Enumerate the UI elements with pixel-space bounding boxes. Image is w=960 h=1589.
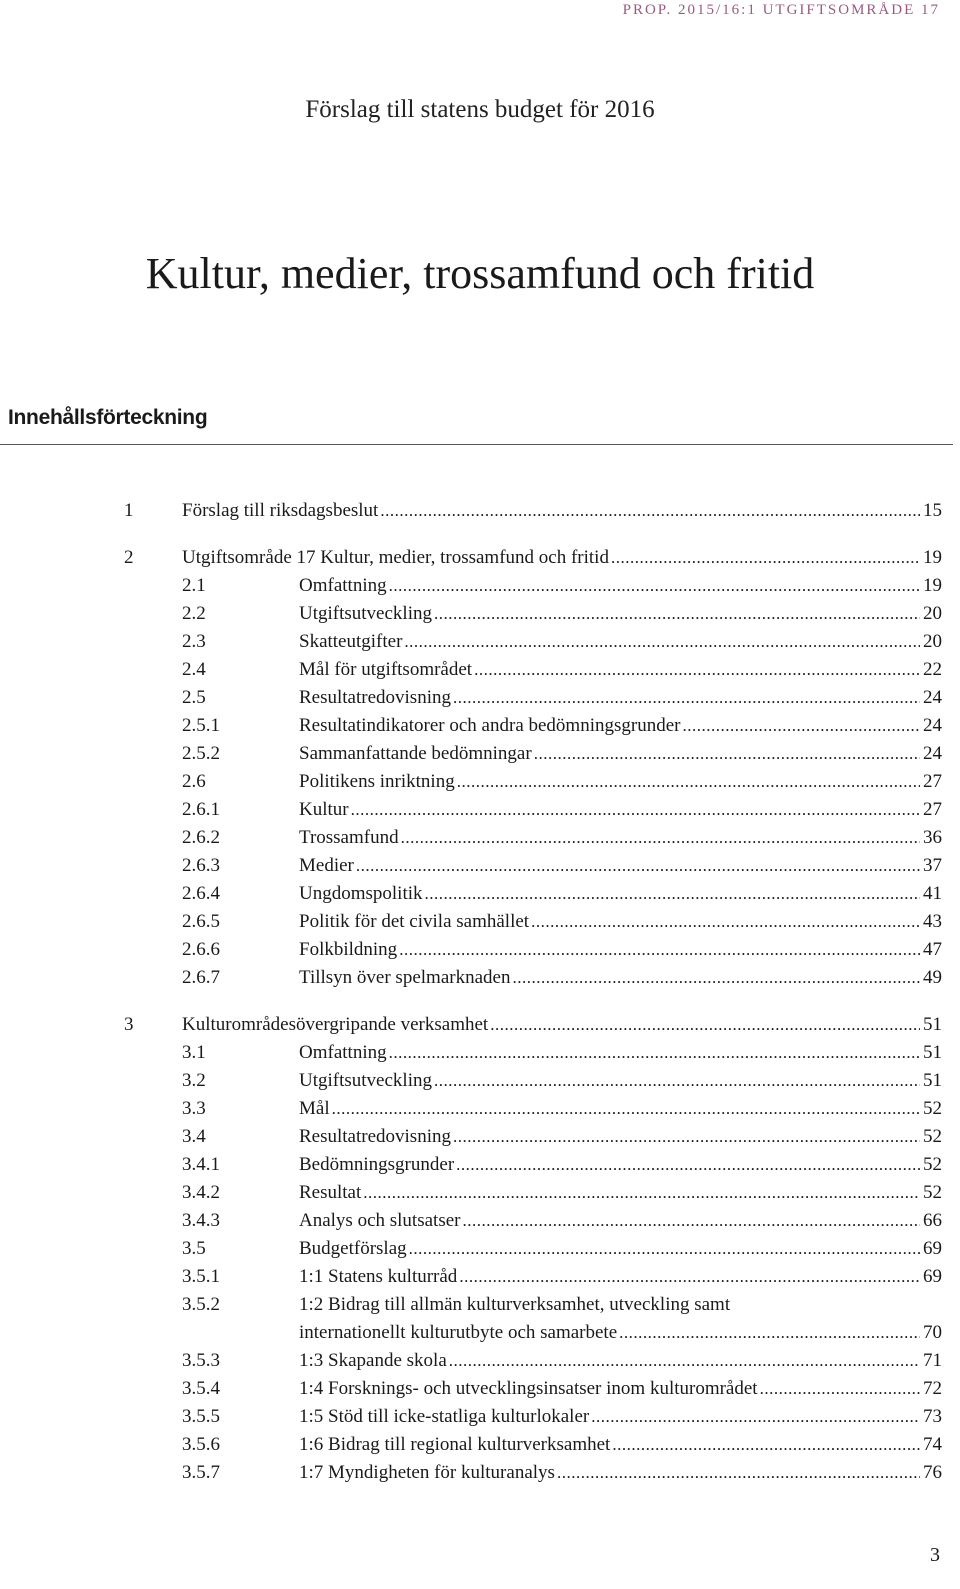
toc-entry-label: Resultatredovisning	[299, 687, 451, 708]
toc-entry-number: 3.3	[182, 1098, 206, 1119]
toc-entry-page: 20	[923, 603, 942, 624]
toc-entry-page: 15	[923, 500, 942, 521]
dot-leader	[619, 1319, 920, 1347]
dot-leader	[760, 1375, 920, 1403]
toc-entry-page: 41	[923, 883, 942, 904]
dot-leader	[474, 656, 920, 684]
toc-entry-page: 27	[923, 771, 942, 792]
toc-entry-label: Resultatredovisning	[299, 1126, 451, 1147]
toc-entry-label: Kultur	[299, 799, 349, 820]
toc-entry[interactable]	[0, 1123, 960, 1151]
toc-entry[interactable]	[0, 712, 960, 740]
toc-entry-number: 2.1	[182, 575, 206, 596]
toc-entry-page: 76	[923, 1462, 942, 1483]
toc-entry-number: 3.5.4	[182, 1378, 220, 1399]
dot-leader	[490, 1011, 920, 1039]
toc-entry-page: 43	[923, 911, 942, 932]
toc-entry-page: 66	[923, 1210, 942, 1231]
dot-leader	[453, 684, 920, 712]
toc-entry[interactable]	[0, 880, 960, 908]
toc-entry-number: 2.5.2	[182, 743, 220, 764]
toc-entry-number: 3.5.7	[182, 1462, 220, 1483]
toc-entry[interactable]	[0, 1291, 960, 1319]
toc-entry-page: 24	[923, 687, 942, 708]
dot-leader	[449, 1347, 920, 1375]
dot-leader	[557, 1459, 920, 1487]
toc-entry-number: 2.6.4	[182, 883, 220, 904]
toc-entry[interactable]	[0, 1375, 960, 1403]
dot-leader	[380, 497, 920, 525]
toc-entry-label: 1:7 Myndigheten för kulturanalys	[299, 1462, 555, 1483]
toc-entry-label: Folkbildning	[299, 939, 398, 960]
toc-entry-page: 49	[923, 967, 942, 988]
dot-leader	[363, 1179, 920, 1207]
toc-entry-number: 3.5.1	[182, 1266, 220, 1287]
toc-entry-page: 20	[923, 631, 942, 652]
toc-entry-page: 52	[923, 1098, 942, 1119]
toc-entry-page: 47	[923, 939, 942, 960]
toc-entry-number: 2.6.1	[182, 799, 220, 820]
toc-entry-label: Bedömningsgrunder	[299, 1154, 455, 1175]
toc-entry-label: Tillsyn över spelmarknaden	[299, 967, 511, 988]
toc-entry[interactable]	[0, 1431, 960, 1459]
toc-entry-label-line2: internationellt kulturutbyte och samarbete	[299, 1322, 618, 1343]
toc-entry-number: 2.5.1	[182, 715, 220, 736]
toc-entry[interactable]	[0, 852, 960, 880]
toc-entry-page: 52	[923, 1126, 942, 1147]
toc-entry-number: 2.6.7	[182, 967, 220, 988]
toc-entry-label: Ungdomspolitik	[299, 883, 423, 904]
dot-leader	[457, 768, 920, 796]
toc-entry-label: Förslag till riksdagsbeslut	[182, 500, 379, 521]
toc-entry-page: 52	[923, 1182, 942, 1203]
toc-entry-page: 51	[923, 1014, 942, 1035]
toc-entry[interactable]	[0, 497, 960, 525]
toc-entry-label: Mål för utgiftsområdet	[299, 659, 473, 680]
toc-entry-number: 3.2	[182, 1070, 206, 1091]
dot-leader	[612, 1431, 920, 1459]
toc-entry-number: 2.6.6	[182, 939, 220, 960]
dot-leader	[389, 572, 920, 600]
toc-entry-page: 24	[923, 715, 942, 736]
toc-entry[interactable]	[0, 1347, 960, 1375]
toc-entry-number: 3.4.3	[182, 1210, 220, 1231]
toc-entry-label: Sammanfattande bedömningar	[299, 743, 532, 764]
toc-entry-number: 3.4	[182, 1126, 206, 1147]
toc-divider	[0, 444, 953, 445]
page-number: 3	[930, 1544, 940, 1566]
toc-entry[interactable]	[0, 768, 960, 796]
toc-entry[interactable]	[0, 1151, 960, 1179]
toc-entry[interactable]	[0, 572, 960, 600]
document-main-title: Kultur, medier, trossamfund och fritid	[145, 249, 815, 298]
dot-leader	[534, 740, 920, 768]
toc-entry-label: Skatteutgifter	[299, 631, 403, 652]
toc-entry-page: 52	[923, 1154, 942, 1175]
toc-entry[interactable]	[0, 936, 960, 964]
toc-entry-page: 19	[923, 575, 942, 596]
toc-entry-label: Utgiftsutveckling	[299, 1070, 432, 1091]
dot-leader	[332, 1095, 920, 1123]
toc-entry[interactable]	[0, 1263, 960, 1291]
toc-entry-page: 73	[923, 1406, 942, 1427]
toc-entry[interactable]	[0, 600, 960, 628]
dot-leader	[404, 628, 920, 656]
toc-entry-label: 1:6 Bidrag till regional kulturverksamhet	[299, 1434, 611, 1455]
toc-entry-label: Medier	[299, 855, 354, 876]
toc-entry-page: 51	[923, 1070, 942, 1091]
dot-leader	[531, 908, 920, 936]
toc-entry-number: 3.4.1	[182, 1154, 220, 1175]
toc-entry[interactable]	[0, 544, 960, 572]
toc-entry-label: 1:4 Forsknings- och utvecklingsinsatser inom kulturområdet	[299, 1378, 758, 1399]
dot-leader	[399, 936, 920, 964]
toc-entry-label: Resultatindikatorer och andra bedömningsgrunder	[299, 715, 681, 736]
toc-entry-label: Mål	[299, 1098, 330, 1119]
toc-entry-label: Kulturområdesövergripande verksamhet	[182, 1014, 489, 1035]
toc-entry-page: 72	[923, 1378, 942, 1399]
toc-entry-page: 36	[923, 827, 942, 848]
toc-entry[interactable]	[0, 1039, 960, 1067]
toc-entry[interactable]	[0, 1179, 960, 1207]
toc-entry-number: 1	[124, 500, 134, 521]
toc-entry[interactable]	[0, 684, 960, 712]
toc-entry-label: Resultat	[299, 1182, 362, 1203]
dot-leader	[462, 1207, 920, 1235]
toc-entry[interactable]	[0, 1011, 960, 1039]
toc-entry-page: 71	[923, 1350, 942, 1371]
dot-leader	[611, 544, 920, 572]
toc-entry-number: 2.6.3	[182, 855, 220, 876]
dot-leader	[456, 1151, 920, 1179]
toc-entry-page: 37	[923, 855, 942, 876]
toc-entry-page: 19	[923, 547, 942, 568]
dot-leader	[425, 880, 920, 908]
table-of-contents	[0, 497, 960, 1487]
toc-entry-number: 2.6.2	[182, 827, 220, 848]
toc-entry[interactable]	[0, 908, 960, 936]
dot-leader	[434, 600, 920, 628]
dot-leader	[682, 712, 920, 740]
toc-entry-page: 22	[923, 659, 942, 680]
toc-entry[interactable]	[0, 740, 960, 768]
toc-entry-continuation[interactable]	[0, 1319, 960, 1347]
toc-entry-number: 2.5	[182, 687, 206, 708]
toc-entry-label: Utgiftsutveckling	[299, 603, 432, 624]
document-title: Förslag till statens budget för 2016	[305, 96, 655, 123]
toc-entry[interactable]	[0, 1095, 960, 1123]
toc-entry-page: 70	[923, 1322, 942, 1343]
toc-entry-label: Budgetförslag	[299, 1238, 407, 1259]
toc-entry-number: 3.5.3	[182, 1350, 220, 1371]
toc-entry[interactable]	[0, 1067, 960, 1095]
toc-entry-label: 1:3 Skapande skola	[299, 1350, 447, 1371]
toc-entry-number: 2.3	[182, 631, 206, 652]
toc-entry-number: 2	[124, 547, 134, 568]
toc-entry[interactable]	[0, 1403, 960, 1431]
toc-entry-label: Omfattning	[299, 1042, 387, 1063]
toc-entry-label-line1: 1:2 Bidrag till allmän kulturverksamhet, utveckling samt	[299, 1294, 731, 1315]
dot-leader	[453, 1123, 920, 1151]
toc-entry[interactable]	[0, 796, 960, 824]
toc-entry-label: 1:1 Statens kulturråd	[299, 1266, 458, 1287]
dot-leader	[434, 1067, 920, 1095]
toc-entry-page: 74	[923, 1434, 942, 1455]
toc-entry-number: 3.5	[182, 1238, 206, 1259]
toc-entry[interactable]	[0, 1207, 960, 1235]
toc-entry-number: 3.5.6	[182, 1434, 220, 1455]
dot-leader	[356, 852, 920, 880]
toc-entry-number: 3.1	[182, 1042, 206, 1063]
dot-leader	[459, 1263, 920, 1291]
toc-entry-number: 2.6.5	[182, 911, 220, 932]
toc-entry-page: 27	[923, 799, 942, 820]
running-header: PROP. 2015/16:1 UTGIFTSOMRÅDE 17	[622, 2, 940, 18]
toc-entry-label: Politikens inriktning	[299, 771, 455, 792]
toc-entry-label: Trossamfund	[299, 827, 399, 848]
toc-entry[interactable]	[0, 964, 960, 992]
toc-entry-page: 69	[923, 1266, 942, 1287]
toc-entry-label: Omfattning	[299, 575, 387, 596]
toc-entry[interactable]	[0, 628, 960, 656]
toc-entry-label: 1:5 Stöd till icke-statliga kulturlokaler	[299, 1406, 590, 1427]
dot-leader	[389, 1039, 920, 1067]
toc-entry-number: 3	[124, 1014, 134, 1035]
toc-entry-number: 2.4	[182, 659, 206, 680]
toc-entry-number: 2.2	[182, 603, 206, 624]
dot-leader	[401, 824, 920, 852]
toc-entry[interactable]	[0, 656, 960, 684]
toc-entry-number: 3.5.2	[182, 1294, 220, 1315]
toc-entry-label: Utgiftsområde 17 Kultur, medier, trossamfund och fritid	[182, 547, 609, 568]
toc-entry-number: 3.5.5	[182, 1406, 220, 1427]
toc-entry[interactable]	[0, 824, 960, 852]
toc-entry-number: 2.6	[182, 771, 206, 792]
toc-heading: Innehållsförteckning	[8, 406, 208, 429]
toc-entry-page: 51	[923, 1042, 942, 1063]
toc-entry-page: 24	[923, 743, 942, 764]
toc-entry-number: 3.4.2	[182, 1182, 220, 1203]
dot-leader	[591, 1403, 920, 1431]
dot-leader	[512, 964, 920, 992]
toc-entry-page: 69	[923, 1238, 942, 1259]
toc-entry[interactable]	[0, 1235, 960, 1263]
dot-leader	[351, 796, 920, 824]
dot-leader	[409, 1235, 920, 1263]
toc-entry-label: Analys och slutsatser	[299, 1210, 461, 1231]
toc-entry-label: Politik för det civila samhället	[299, 911, 530, 932]
toc-entry[interactable]	[0, 1459, 960, 1487]
